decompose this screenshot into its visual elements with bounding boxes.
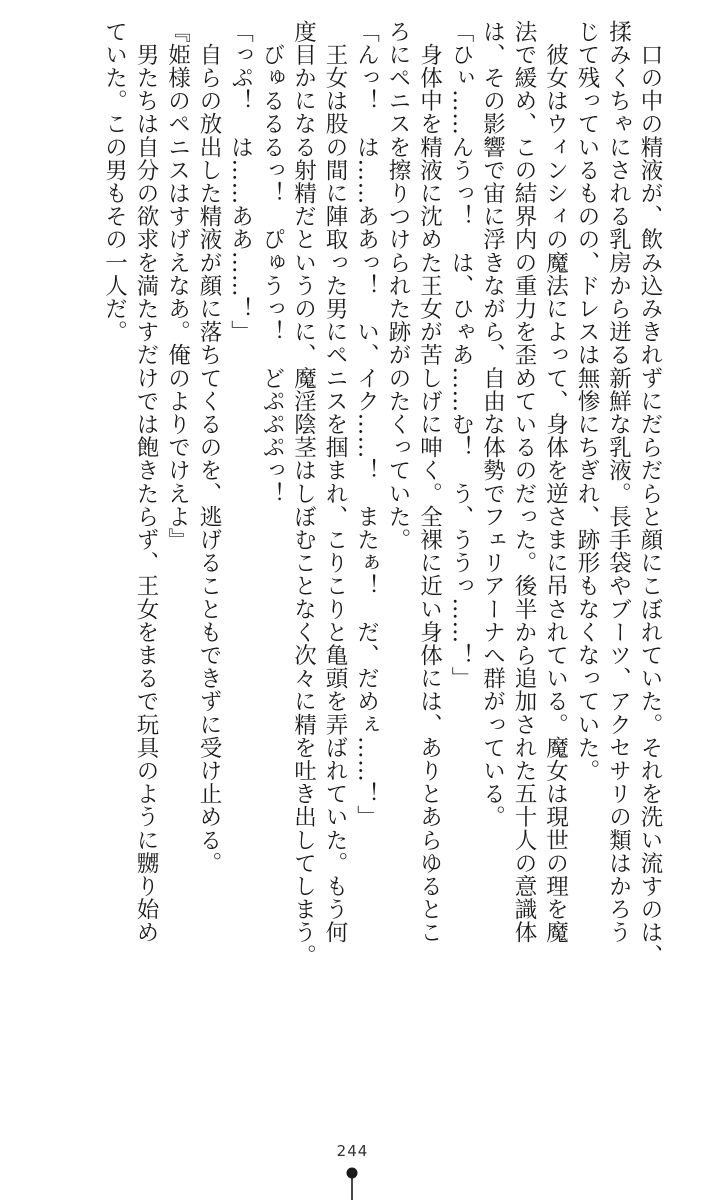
text-line: 『姫様のペニスはすげえなあ。俺のよりでけえよ』: [164, 20, 191, 552]
page-number: 244: [336, 1142, 369, 1160]
page-marker-icon: [345, 1166, 359, 1200]
text-line: 度目かになる射精だというのに、魔淫陰茎はしぼむことなく次々に精を吐き出してしまう。: [290, 20, 317, 968]
text-line: は、その影響で宙に浮きながら、自由な体勢でフェリアーナへ群がっている。: [479, 20, 506, 829]
text-line: 身体中を精液に沈めた王女が苦しげに呻く。全裸に近い身体には、ありとあらゆるとこ: [416, 20, 443, 944]
text-line: 彼女はウィンシィの魔法によって、身体を逆さまに吊されている。魔女は現世の理を魔: [542, 20, 569, 944]
text-line: びゅるるるっ！ ぴゅうっ！ どぷぷぷっ！: [259, 20, 285, 506]
text-line: ろにペニスを擦りつけられた跡がのたくっていた。: [385, 20, 411, 552]
text-line: 「ひぃ……んうっ！ は、ひゃあ……む！ う、ううっ……！」: [448, 20, 474, 690]
text-line: 「んっ！ は……ああっ！ い、イク……！ またぁ！ だ、だめぇ……！」: [353, 20, 380, 829]
text-line: 王女は股の間に陣取った男にペニスを掴まれ、こりこりと亀頭を弄ばれていた。もう何: [322, 20, 348, 944]
text-line: じて残っているものの、ドレスは無惨にちぎれ、跡形もなくなっていた。: [574, 20, 600, 783]
text-line: 「っぷ！ は……ああ……！」: [227, 20, 254, 344]
vertical-text-body: [25, 20, 665, 1080]
text-line: 男たちは自分の欲求を満たすだけでは飽きたらず、王女をまるで玩具のように嬲り始め: [133, 20, 159, 944]
text-line: 法で緩め、この結界内の重力を歪めているのだった。後半から追加された五十人の意識体: [511, 20, 537, 944]
text-line: 口の中の精液が、飲み込みきれずにだらだらと顔にこぼれていた。それを洗い流すのは、: [637, 20, 663, 968]
text-line: 揉みくちゃにされる乳房から迸る新鮮な乳液。長手袋やブーツ、アクセサリの類はかろう: [605, 20, 632, 944]
text-line: ていた。この男もその一人だ。: [101, 20, 128, 344]
text-line: 自らの放出した精液が顔に落ちてくるのを、逃げることもできずに受け止める。: [196, 20, 222, 875]
